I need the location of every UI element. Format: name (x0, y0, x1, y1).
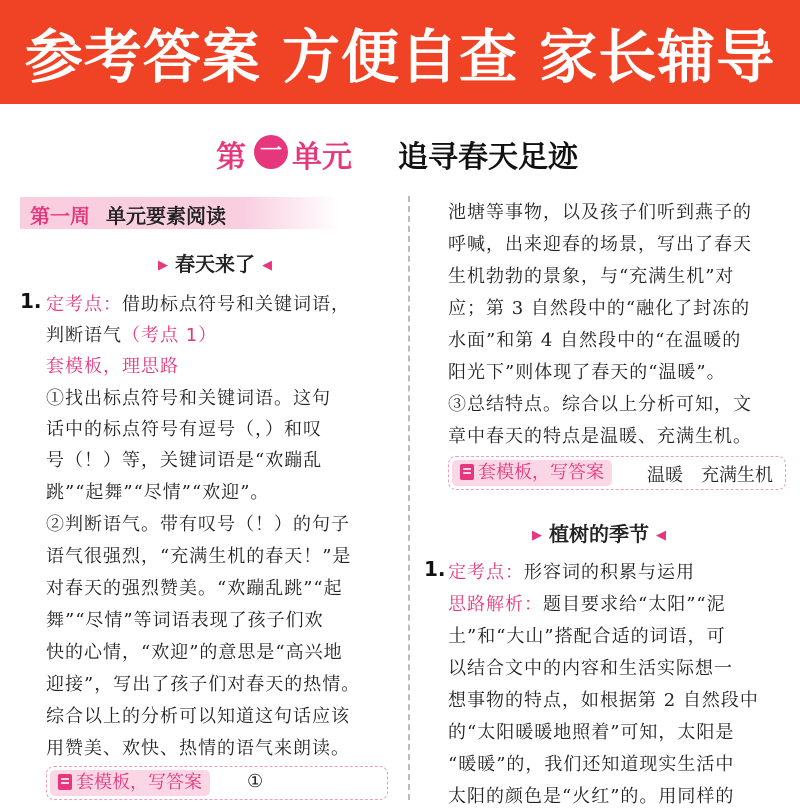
exam-point: （考点 1） (122, 325, 218, 346)
body-line: 快的心情，“欢迎”的意思是“高兴地 (46, 642, 343, 663)
unit-suffix: 单元 (292, 140, 352, 175)
question-line (448, 558, 695, 584)
body-line: 舞”“尽情”等词语表现了孩子们欢 (46, 610, 324, 631)
body-line: 呼喊，出来迎春的场景，写出了春天 (448, 234, 752, 255)
body-line: ③总结特点。综合以上分析可知，文 (448, 394, 752, 415)
week-title: 单元要素阅读 (106, 204, 226, 228)
unit-title: 追寻春天足迹 (398, 140, 578, 175)
body-line: 对春天的强烈赞美。“欢蹦乱跳”“起 (46, 578, 343, 599)
question-number: 1. (20, 289, 42, 313)
question-text: 形容词的积累与运用 (524, 562, 695, 583)
body-line: 太阳的颜色是“火红”的。用同样的 (448, 786, 735, 807)
answer-label: 套模板，写答案 (50, 770, 210, 796)
body-line: 的“太阳暖暖地照着”可知，太阳是 (448, 722, 735, 743)
body-line: 话中的标点符号有逗号（，）和叹 (46, 419, 322, 440)
question-line (46, 290, 350, 316)
analysis-label: 思路解析： (448, 594, 543, 615)
week-label: 第一周 (30, 204, 90, 228)
body-line: ①找出标点符号和关键词语。这句 (46, 388, 331, 409)
body-line: “暖暖”的，我们还知道现实生活中 (448, 754, 735, 775)
question-label: 定考点： (46, 294, 122, 315)
body-line: 想事物的特点，如根据第 2 自然段中 (448, 690, 759, 711)
column-divider (408, 196, 410, 800)
triangle-left-icon: ◀ (261, 258, 272, 273)
body-line: 以结合文中的内容和生活实际想一 (448, 658, 733, 679)
answer-box-left (46, 766, 388, 800)
answer-text: 温暖 充满生机 (647, 465, 773, 486)
section-title-left: ▶ 春天来了 ◀ (158, 252, 272, 276)
body-line: 语气很强烈，“充满生机的春天！”是 (46, 546, 352, 567)
question-number: 1. (424, 557, 446, 581)
body-line: 土”和“大山”搭配合适的词语，可 (448, 626, 726, 647)
triangle-left-icon: ◀ (655, 528, 666, 543)
body-line: 跳”“起舞”“尽情”“欢迎”。 (46, 482, 270, 503)
body-line: 生机勃勃的景象，与“充满生机”对 (448, 266, 735, 287)
unit-number-badge: 一 (254, 135, 288, 169)
body-line: ②判断语气。带有叹号（！）的句子 (46, 514, 350, 535)
template-heading: 套模板，理思路 (46, 356, 179, 377)
body-line: 阳光下”则体现了春天的“温暖”。 (448, 362, 726, 383)
body-line: 迎接”，写出了孩子们对春天的热情。 (46, 674, 361, 695)
unit-prefix: 第 (216, 140, 246, 175)
answer-box-right (448, 456, 786, 490)
body-line: 水面”和第 4 自然段中的“在温暖的 (448, 330, 742, 351)
answer-label: 套模板，写答案 (452, 460, 612, 486)
body-line: 号（！）等，关键词语是“欢蹦乱 (46, 450, 323, 471)
body-line: 章中春天的特点是温暖、充满生机。 (448, 426, 752, 447)
body-line: 池塘等事物，以及孩子们听到燕子的 (448, 202, 752, 223)
banner-title: 参考答案 方便自查 家长辅导 (24, 23, 776, 91)
question-line: 判断语气（考点 1） (46, 325, 218, 346)
triangle-right-icon: ▶ (158, 258, 168, 273)
body-line: 用赞美、欢快、热情的语气来朗读。 (46, 738, 350, 759)
document-icon (58, 774, 72, 790)
answer-text: ① (247, 771, 264, 792)
analysis-line: 思路解析：题目要求给“太阳”“泥 (448, 594, 726, 615)
triangle-right-icon: ▶ (532, 528, 542, 543)
question-text: 借助标点符号和关键词语， (122, 294, 350, 315)
document-icon (460, 464, 474, 480)
body-line: 应；第 3 自然段中的“融化了封冻的 (448, 298, 751, 319)
section-title-right: ▶ 植树的季节 ◀ (532, 522, 666, 546)
unit-header (0, 128, 800, 178)
week-bar (20, 197, 340, 229)
question-label: 定考点： (448, 562, 524, 583)
body-line: 综合以上的分析可以知道这句话应该 (46, 706, 350, 727)
